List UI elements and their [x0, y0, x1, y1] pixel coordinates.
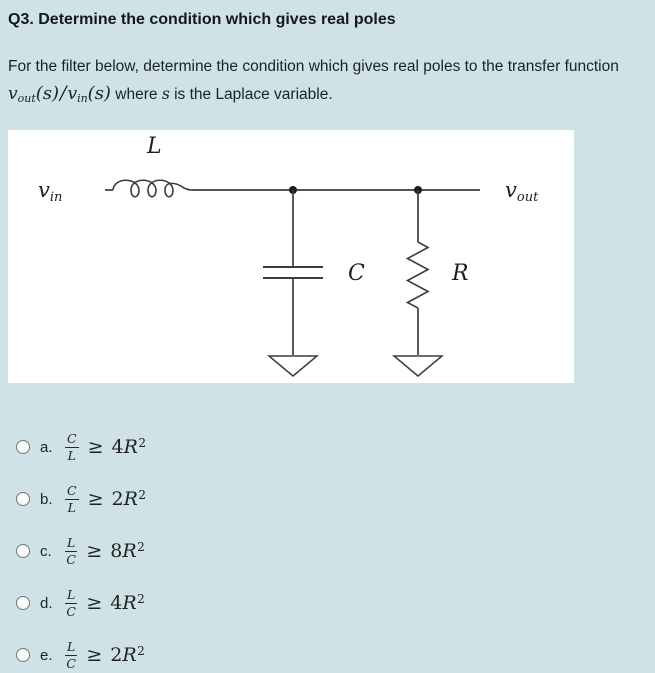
option-b-expression: $2R^2$ [111, 488, 147, 510]
option-d-radio[interactable] [16, 596, 30, 610]
geq-symbol: ≥ [87, 488, 104, 510]
option-c-fraction: $\frac{L}{C}$ [66, 534, 76, 567]
question-title: Q3. Determine the condition which gives real poles [8, 11, 396, 28]
option-e-radio[interactable] [16, 648, 30, 662]
option-b-fraction: $\frac{C}{L}$ [67, 482, 77, 515]
option-a-radio[interactable] [16, 440, 30, 454]
resistor-label: R [452, 261, 469, 286]
geq-symbol: ≥ [86, 592, 103, 614]
answer-options [8, 429, 647, 673]
option-a-letter: a. [40, 438, 53, 456]
vout-label: vout [505, 178, 539, 205]
option-e-expression: $2R^2$ [110, 644, 145, 666]
option-e-letter: e. [40, 646, 53, 664]
question-text [8, 53, 647, 112]
inductor-symbol [113, 180, 192, 197]
option-e-fraction: $\frac{L}{C}$ [66, 638, 76, 671]
circuit-diagram [8, 130, 574, 383]
question-text-mid: where [110, 86, 162, 103]
answer-option-e[interactable] [8, 637, 647, 673]
question-text-lead: For the filter below, determine the condition which gives real poles to the transfer function [8, 58, 619, 75]
answer-option-d[interactable] [8, 585, 647, 621]
option-d-fraction: $\frac{L}{C}$ [66, 586, 76, 619]
option-b-letter: b. [40, 490, 53, 508]
option-d-expression: $4R^2$ [110, 592, 145, 614]
option-c-radio[interactable] [16, 544, 30, 558]
option-b-radio[interactable] [16, 492, 30, 506]
answer-option-b[interactable] [8, 481, 647, 517]
capacitor-symbol [263, 267, 323, 278]
laplace-variable: s [161, 85, 170, 103]
resistor-symbol [408, 242, 429, 308]
question-text-tail: is the Laplace variable. [169, 86, 333, 103]
geq-symbol: ≥ [86, 644, 103, 666]
option-c-expression: $8R^2$ [110, 540, 145, 562]
transfer-function-math: vout(s)/vin(s) [8, 82, 111, 105]
option-c-letter: c. [40, 542, 52, 560]
circuit-diagram-panel [8, 130, 574, 383]
option-d-letter: d. [40, 594, 53, 612]
ground-symbol-resistor [394, 356, 442, 376]
geq-symbol: ≥ [86, 540, 103, 562]
answer-option-c[interactable] [8, 533, 647, 569]
geq-symbol: ≥ [87, 436, 104, 458]
ground-symbol-capacitor [269, 356, 317, 376]
option-a-fraction: $\frac{C}{L}$ [67, 430, 77, 463]
capacitor-label: C [348, 261, 365, 286]
inductor-label: L [147, 134, 162, 159]
vin-label: vin [38, 178, 63, 205]
option-a-expression: $4R^2$ [111, 436, 147, 458]
answer-option-a[interactable] [8, 429, 647, 465]
